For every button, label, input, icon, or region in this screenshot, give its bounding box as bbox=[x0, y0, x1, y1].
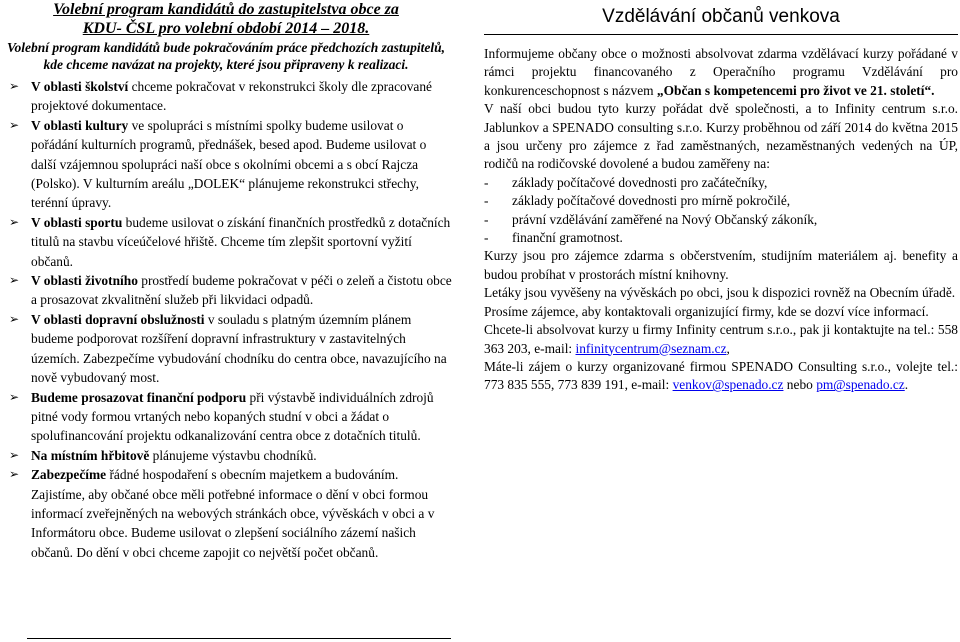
pm-email-link[interactable]: pm@spenado.cz bbox=[816, 377, 905, 393]
bottom-divider bbox=[27, 638, 451, 639]
program-title bbox=[0, 0, 452, 38]
paragraph-free: Kurzy jsou pro zájemce zdarma s občerstvením, studijním materiálem aj. benefity a budou probíhat v prostorách místní knihovny. bbox=[484, 248, 958, 282]
paragraph-leaflets: Letáky jsou vyvěšeny na vývěskách po obci, jsou k dispozici rovněž na Obecním úřadě. bbox=[484, 285, 956, 301]
list-item: - právní vzdělávání zaměřené na Nový Občanský zákoník, bbox=[484, 211, 818, 227]
point-management: ➢ Zabezpečíme řádné hospodaření s obecním majetkem a budováním. Zajistíme, aby občané obce měli potřebné informace o dění v obci formou informací zveřejněných na webových stránkách obce, vývěskách v obci a v Informátoru obce. Budeme usilovat o zlepšení sociálního zázemí našich občanů. Do dění v obci chceme zapojit co největší počet občanů. bbox=[9, 467, 435, 560]
program-points bbox=[0, 77, 452, 562]
arrow-bullet-icon: ➢ bbox=[9, 117, 20, 132]
arrow-bullet-icon: ➢ bbox=[9, 389, 20, 404]
arrow-bullet-icon: ➢ bbox=[9, 79, 20, 93]
paragraph-infinity: Chcete-li absolvovat kurzy u firmy Infinity centrum s.r.o., pak ji kontaktujte na tel.: 558 363 203, e-mail: infinitycentrum@seznam.cz, bbox=[484, 322, 958, 356]
spenado-email-link[interactable]: venkov@spenado.cz bbox=[672, 377, 784, 393]
point-environment: ➢ V oblasti životního prostředí budeme pokračovat v péči o zeleň a čistotu obce a prosazovat zkvalitnění služeb při likvidaci odpadů. bbox=[9, 273, 452, 308]
infinity-email-link[interactable]: infinitycentrum@seznam.cz bbox=[575, 340, 727, 356]
paragraph-contact: Prosíme zájemce, aby kontaktovali organizující firmy, kde se dozví více informací. bbox=[484, 303, 929, 319]
arrow-bullet-icon: ➢ bbox=[9, 273, 20, 288]
intro-text: Volební program kandidátů bude pokračováním práce předchozích zastupitelů, kde chceme navázat na projekty, které jsou připraveny k realizaci. bbox=[6, 40, 446, 72]
list-item: - základy počítačové dovednosti pro začátečníky, bbox=[484, 174, 768, 190]
point-finance: ➢ Budeme prosazovat finanční podporu při výstavbě individuálních zdrojů pitné vody formou vrtaných nebo kopaných studní v obci a žádat o spolufinancování projektu odkanalizování centra obce z dotačních titulů. bbox=[9, 389, 434, 444]
education-body bbox=[484, 45, 958, 395]
arrow-bullet-icon: ➢ bbox=[9, 214, 20, 229]
point-transport: ➢ V oblasti dopravní obslužnosti v souladu s platným územním plánem budeme podporovat rozšíření dopravní infrastruktury v zastavitelných územích. Zabezpečíme vybudování chodníku do centra obce, navazujícího na nově vybudovaný most. bbox=[9, 311, 447, 386]
paragraph-intro: Informujeme občany obce o možnosti absolvovat zdarma vzdělávací kurzy pořádané v rámci projektu financovaného z Operačního programu Vzdělávání pro konkurenceschopnost s názvem „Občan s kompetencemi pro život ve 21. století“. bbox=[484, 46, 958, 98]
paragraph-spenado: Máte-li zájem o kurzy organizované firmou SPENADO Consulting s.r.o., volejte tel.: 773 835 555, 773 839 191, e-mail: venkov@spenado.cz nebo pm@spenado.cz. bbox=[484, 358, 958, 393]
title-line-2: KDU- ČSL pro volební období 2014 – 2018. bbox=[82, 20, 370, 37]
point-culture: ➢ V oblasti kultury ve spolupráci s místními spolky budeme usilovat o pořádání kulturních programů, přednášek, besed apod. Budeme usilovat o další vzájemnou spolupráci naší obce s okolními obcemi a s obcí Rajcza (Polsko). V kulturním areálu „DOLEK“ plánujeme rekonstrukci střechy, terénní úpravy. bbox=[9, 117, 427, 211]
arrow-bullet-icon: ➢ bbox=[9, 447, 20, 462]
arrow-bullet-icon: ➢ bbox=[9, 311, 20, 326]
point-sport: ➢ V oblasti sportu budeme usilovat o získání finančních prostředků z dotačních titulů na stavbu víceúčelové hřiště. Chceme tím zlepšit sportovní vyžití občanů. bbox=[9, 214, 451, 269]
right-column bbox=[484, 0, 958, 395]
list-item: - finanční gramotnost. bbox=[484, 230, 623, 246]
point-cemetery: ➢ Na místním hřbitově plánujeme výstavbu chodníků. bbox=[0, 446, 452, 465]
point-schools: ➢ V oblasti školství chceme pokračovat v rekonstrukci školy dle zpracované projektové dokumentace. bbox=[9, 79, 433, 114]
list-item: - základy počítačové dovednosti pro mírně pokročilé, bbox=[484, 193, 791, 209]
paragraph-providers: V naší obci budou tyto kurzy pořádat dvě společnosti, a to Infinity centrum s.r.o. Jablunkov a SPENADO consulting s.r.o. Kurzy proběhnou od září 2014 do května 2015 a jsou určeny pro zájemce z řad zaměstnaných, nezaměstnaných vedených na ÚP, rodičů na rodičovské dovolené a budou zaměřeny na: bbox=[484, 101, 958, 172]
arrow-bullet-icon: ➢ bbox=[9, 467, 20, 482]
education-heading: Vzdělávání občanů venkova bbox=[484, 0, 958, 35]
left-column bbox=[0, 0, 452, 562]
title-line-1: Volební program kandidátů do zastupitelstva obce za bbox=[53, 1, 399, 18]
